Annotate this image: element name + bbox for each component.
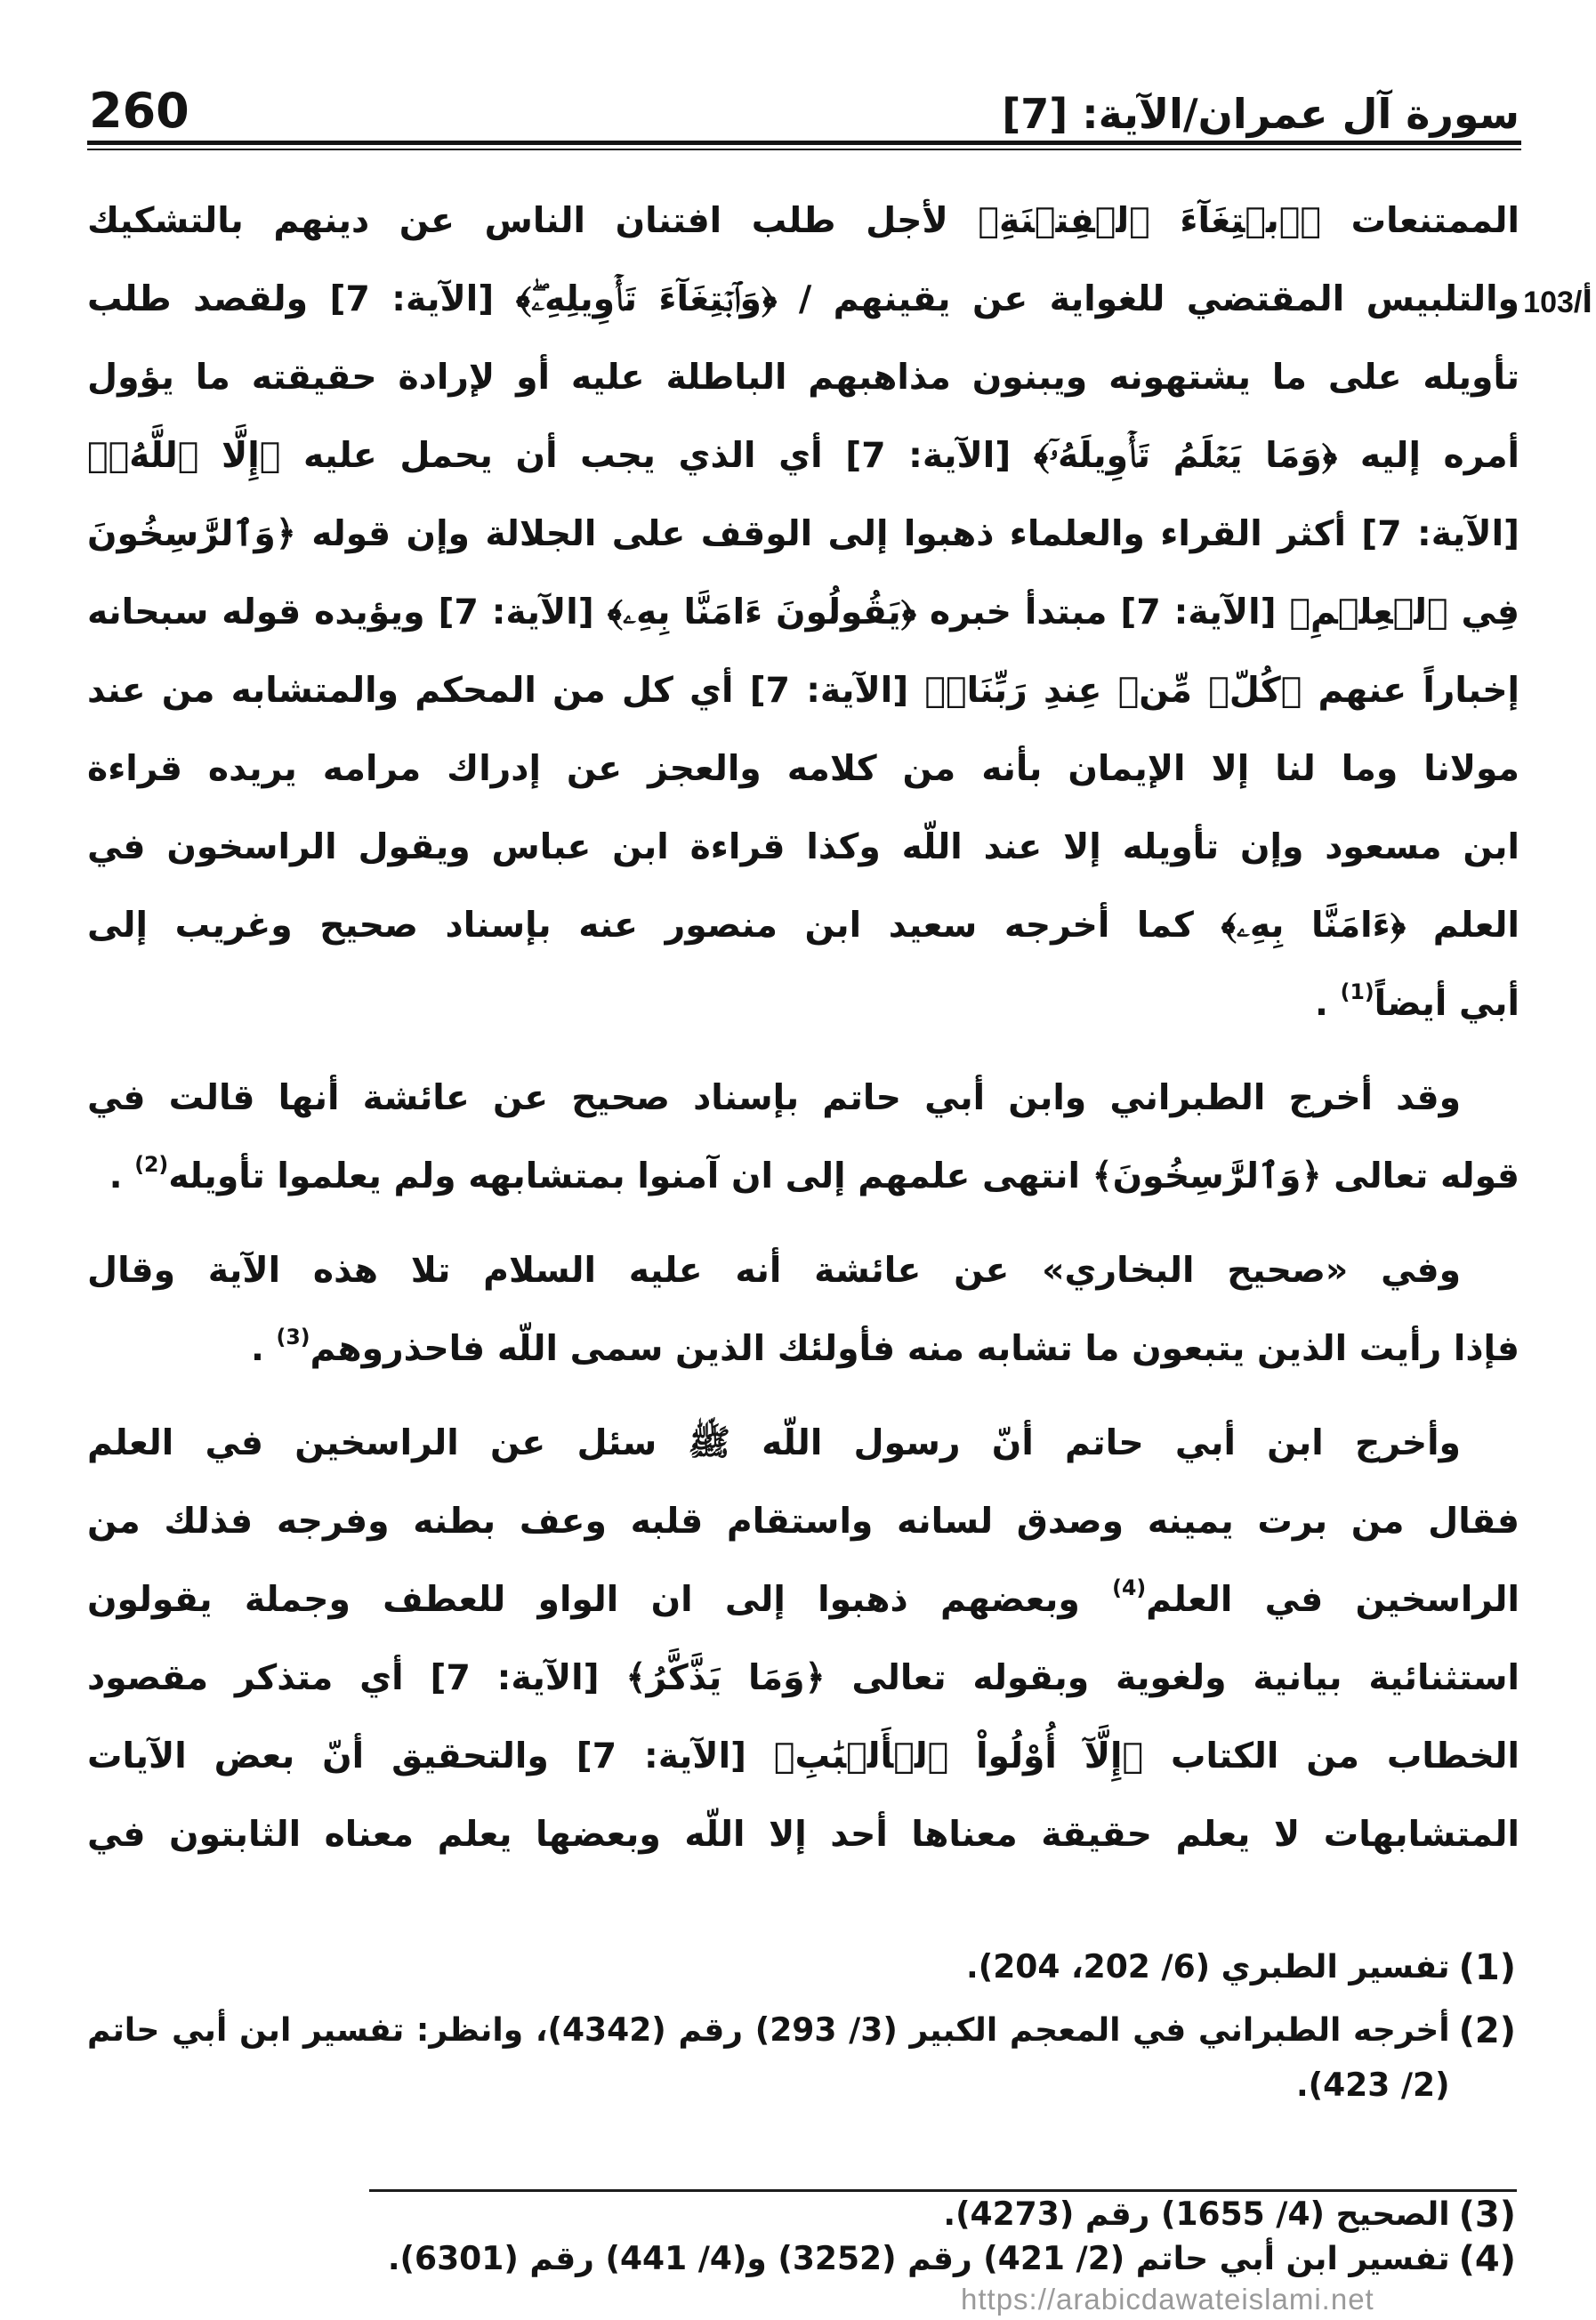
watermark-url: https://arabicdawateislami.net (961, 2283, 1374, 2316)
paragraph (87, 1405, 1519, 1874)
body-line: مولانا وما لنا إلا الإيمان بأنه من كلامه والعجز عن إدراك مرامه يريده قراءة (87, 749, 1519, 789)
footnote-line: تفسير الطبري (6/ 202، 204). (966, 1949, 1450, 1986)
body-line: أمره إليه ﴿وَمَا يَعۡلَمُ تَأۡوِيلَهُۥٓ﴾ [الآية: 7] أي الذي يجب أن يحمل عليه ﴿إِلَّا ٱللَّهُۗ﴾ (87, 436, 1519, 476)
running-title: سورة آل عمران/الآية: [7] (1002, 90, 1519, 138)
footnote-ref: (1) (1340, 979, 1374, 1005)
footnote-line: الصحيح (4/ 1655) رقم (4273). (943, 2196, 1450, 2233)
body-line-text: فإذا رأيت الذين يتبعون ما تشابه منه فأولئك الذين سمى اللّه فاحذروهم (310, 1329, 1519, 1369)
footnote-text (87, 2193, 1450, 2237)
scan-seam-line (369, 2189, 1517, 2192)
body-line: استثنائية بيانية ولغوية وبقوله تعالى ﴿وَمَا يَذَّكَّرُ﴾ [الآية: 7] أي متذكر مقصود (87, 1658, 1519, 1698)
body-line: وفي «صحيح البخاري» عن عائشة أنه عليه السلام تلا هذه الآية وقال (87, 1251, 1461, 1291)
body-line: فقال من برت يمينه وصدق لسانه واستقام قلبه وعف بطنه وفرجه فذلك من (87, 1502, 1519, 1542)
body-line (87, 1310, 1519, 1389)
paragraph (87, 1232, 1519, 1389)
footnote-line: أخرجه الطبراني في المعجم الكبير (3/ 293) رقم (4342)، وانظر: تفسير ابن أبي حاتم (87, 2012, 1450, 2049)
main-text (87, 182, 1519, 1874)
body-line: الممتنعات ﴿ٱبۡتِغَآءَ ٱلۡفِتۡنَةِ﴾ لأجل طلب افتنان الناس عن دينهم بالتشكيك (87, 201, 1519, 241)
header-rule-thin (87, 149, 1521, 150)
footnote (87, 1941, 1516, 1994)
body-line-text: . (1315, 984, 1341, 1024)
body-line (87, 1138, 1519, 1216)
margin-folio-note: 103/أ (1523, 286, 1592, 319)
footnote (87, 2003, 1516, 2114)
footnote-line: (2/ 423). (1295, 2067, 1450, 2104)
paragraph (87, 1059, 1519, 1216)
body-line: فِي ٱلۡعِلۡمِ﴾ [الآية: 7] مبتدأ خبره ﴿يَقُولُونَ ءَامَنَّا بِهِۦ﴾ [الآية: 7] ويؤيده قوله سبحانه (87, 592, 1519, 632)
paragraph (87, 182, 1519, 1043)
footnote-text (87, 1941, 1450, 1994)
body-line-text: الراسخين في العلم (1146, 1580, 1519, 1620)
body-line: تأويله على ما يشتهونه ويبنون مذاهبهم الباطلة عليه أو لإرادة حقيقته ما يؤول (87, 358, 1519, 398)
footnote-text (87, 2237, 1450, 2282)
footnote-line: تفسير ابن أبي حاتم (2/ 421) رقم (3252) و(4/ 441) رقم (6301). (387, 2241, 1450, 2277)
body-line (87, 965, 1519, 1043)
footnote-text (87, 2003, 1450, 2114)
body-line: والتلبيس المقتضي للغواية عن يقينهم / ﴿وَٱبۡتِغَآءَ تَأۡوِيلِهِۦۖ﴾ [الآية: 7] ولقصد طلب (87, 279, 1519, 319)
footnote-number: (2) (1458, 2010, 1516, 2051)
body-line: وأخرج ابن أبي حاتم أنّ رسول اللّه ﷺ سئل عن الراسخين في العلم (87, 1423, 1461, 1463)
footnote-ref: (3) (276, 1325, 310, 1350)
body-line (87, 1561, 1519, 1639)
body-line: الخطاب من الكتاب ﴿إِلَّآ أُوْلُواْ ٱلۡأَلۡبَٰبِ﴾ [الآية: 7] والتحقيق أنّ بعض الآيات (87, 1736, 1519, 1776)
body-line: إخباراً عنهم ﴿كُلّٞ مِّنۡ عِندِ رَبِّنَاۗ﴾ [الآية: 7] أي كل من المحكم والمتشابه من عند (87, 671, 1519, 711)
header-rule (87, 141, 1521, 145)
footnote-ref: (2) (134, 1152, 169, 1178)
footnote-number: (1) (1458, 1947, 1516, 1988)
body-line: وقد أخرج الطبراني وابن أبي حاتم بإسناد صحيح عن عائشة أنها قالت في (87, 1078, 1461, 1118)
page-number: 260 (89, 83, 189, 139)
body-line: ابن مسعود وإن تأويله إلا عند اللّه وكذا قراءة ابن عباس ويقول الراسخون في (87, 827, 1519, 867)
body-line: العلم ﴿ءَامَنَّا بِهِۦ﴾ كما أخرجه سعيد ابن منصور عنه بإسناد صحيح وغريب إلى (87, 906, 1519, 946)
body-line-text: قوله تعالى ﴿وَٱلرَّٰسِخُونَ﴾ انتهى علمهم إلى ان آمنوا بمتشابهه ولم يعلموا تأويله (168, 1156, 1519, 1196)
footnote-number: (3) (1458, 2195, 1516, 2235)
footnote-number: (4) (1458, 2239, 1516, 2280)
footnote (87, 2237, 1516, 2282)
body-line-text: . (109, 1156, 135, 1196)
body-line-text: وبعضهم ذهبوا إلى ان الواو للعطف وجملة يقولون (87, 1580, 1113, 1620)
body-line: المتشابهات لا يعلم حقيقة معناها أحد إلا اللّه وبعضها يعلم معناه الثابتون في (87, 1815, 1519, 1855)
body-line: [الآية: 7] أكثر القراء والعلماء ذهبوا إلى الوقف على الجلالة وإن قوله ﴿وَٱلرَّٰسِخُونَ (87, 514, 1519, 554)
body-line-text: أبي أيضاً (1374, 984, 1519, 1024)
footnote (87, 2193, 1516, 2237)
body-line-text: . (250, 1329, 277, 1369)
footnote-ref: (4) (1112, 1575, 1147, 1601)
